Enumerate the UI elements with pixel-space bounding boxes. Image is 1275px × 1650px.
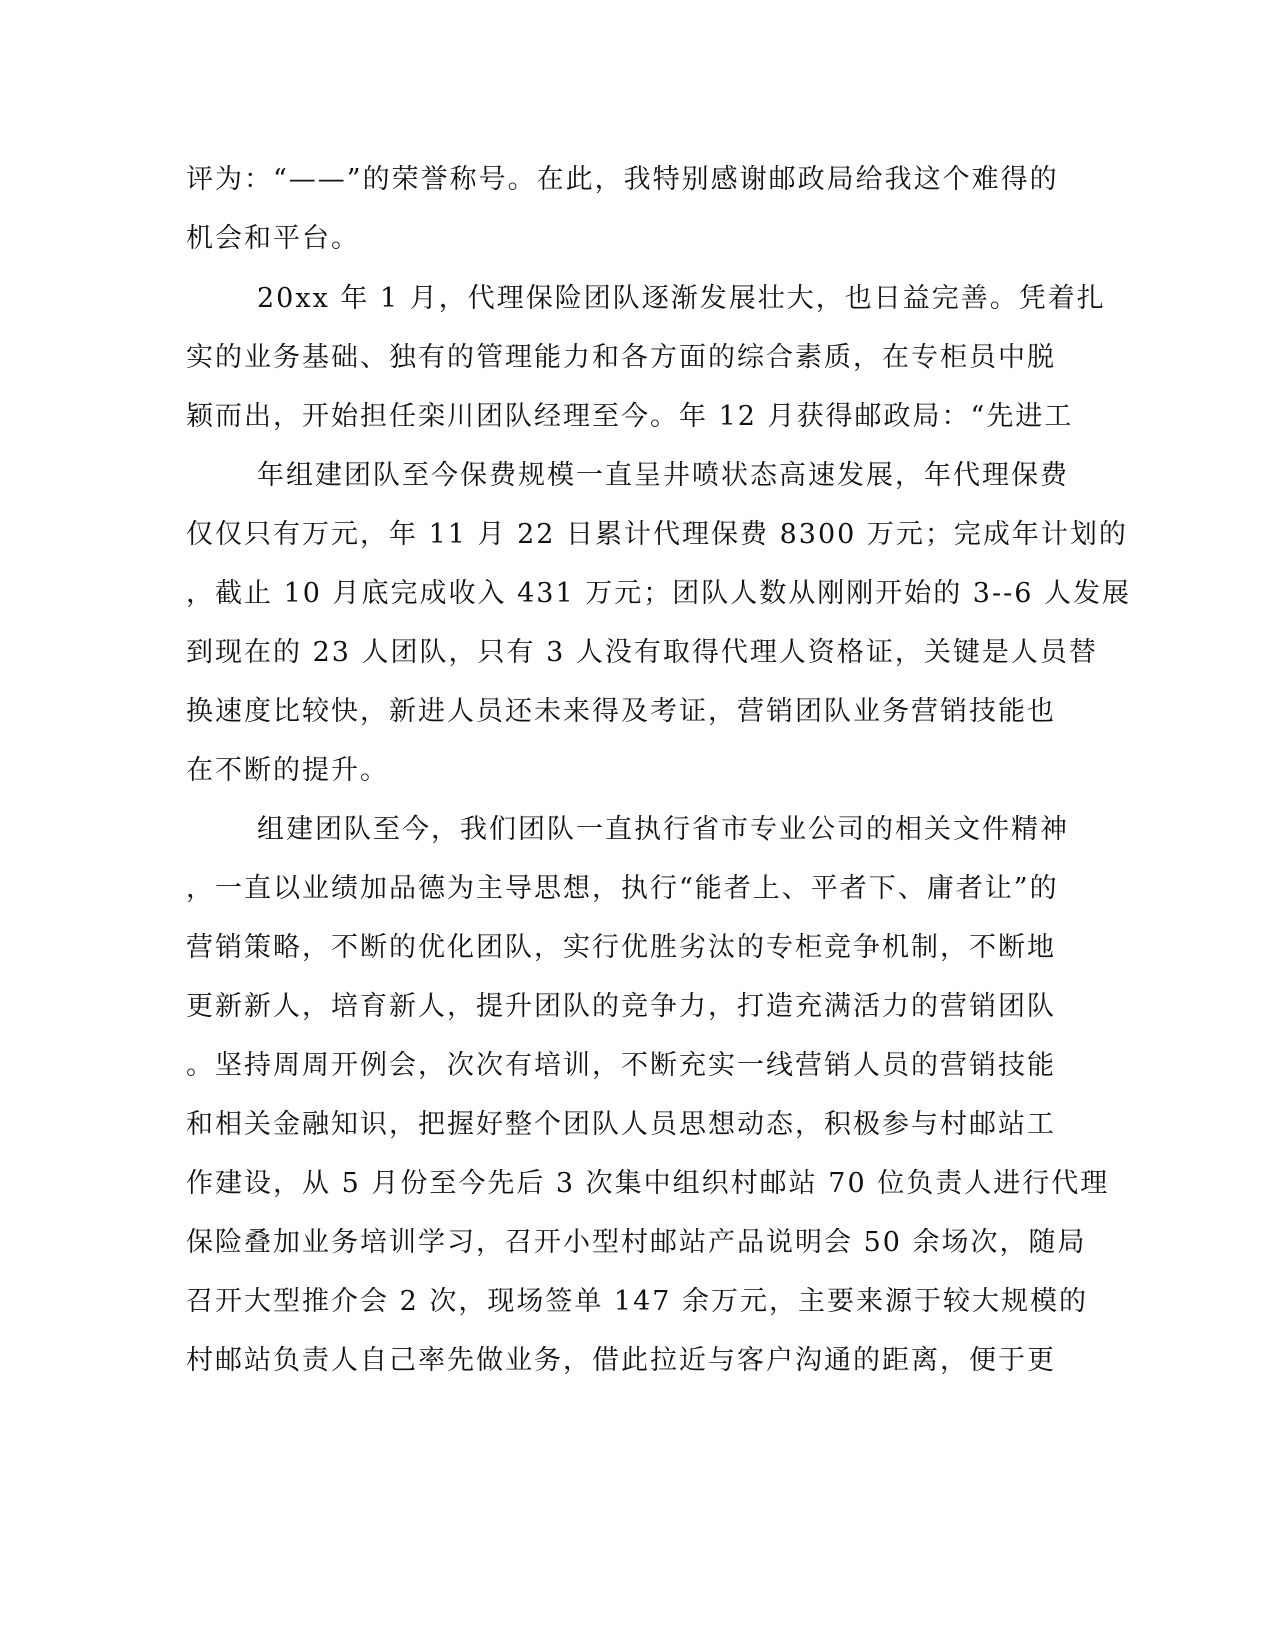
text-line: ，一直以业绩加品德为主导思想，执行“能者上、平者下、庸者让”的 xyxy=(186,873,1059,904)
text-line: 召开大型推介会 2 次，现场签单 147 余万元，主要来源于较大规模的 xyxy=(186,1286,1089,1317)
text-line: 保险叠加业务培训学习，召开小型村邮站产品说明会 50 余场次，随局 xyxy=(186,1227,1087,1258)
text-line: 仅仅只有万元，年 11 月 22 日累计代理保费 8300 万元；完成年计划的 xyxy=(186,519,1128,550)
text-line: 在不断的提升。 xyxy=(186,755,389,786)
paragraph-start-line: 20xx 年 1 月，代理保险团队逐渐发展壮大，也日益完善。凭着扎 xyxy=(257,283,1106,314)
text-line: 营销策略，不断的优化团队，实行优胜劣汰的专柜竞争机制，不断地 xyxy=(186,932,1056,963)
text-line: 机会和平台。 xyxy=(186,223,360,254)
text-line: 作建设，从 5 月份至今先后 3 次集中组织村邮站 70 位负责人进行代理 xyxy=(186,1168,1110,1199)
text-line: 评为：“——”的荣誉称号。在此，我特别感谢邮政局给我这个难得的 xyxy=(186,164,1059,195)
text-line: 换速度比较快，新进人员还未来得及考证，营销团队业务营销技能也 xyxy=(186,696,1056,727)
text-line: 。坚持周周开例会，次次有培训，不断充实一线营销人员的营销技能 xyxy=(186,1050,1056,1081)
text-line: 更新新人，培育新人，提升团队的竞争力，打造充满活力的营销团队 xyxy=(186,991,1056,1022)
text-line: 和相关金融知识，把握好整个团队人员思想动态，积极参与村邮站工 xyxy=(186,1109,1056,1140)
paragraph-start-line: 年组建团队至今保费规模一直呈井喷状态高速发展，年代理保费 xyxy=(257,460,1069,491)
text-line: 颖而出，开始担任栾川团队经理至今。年 12 月获得邮政局：“先进工 xyxy=(186,401,1074,432)
text-line: 到现在的 23 人团队，只有 3 人没有取得代理人资格证，关键是人员替 xyxy=(186,637,1098,668)
text-line: ，截止 10 月底完成收入 431 万元；团队人数从刚刚开始的 3--6 人发展 xyxy=(186,578,1131,609)
text-line: 实的业务基础、独有的管理能力和各方面的综合素质，在专柜员中脱 xyxy=(186,342,1056,373)
paragraph-start-line: 组建团队至今，我们团队一直执行省市专业公司的相关文件精神 xyxy=(257,814,1069,845)
text-line: 村邮站负责人自己率先做业务，借此拉近与客户沟通的距离，便于更 xyxy=(186,1345,1056,1376)
